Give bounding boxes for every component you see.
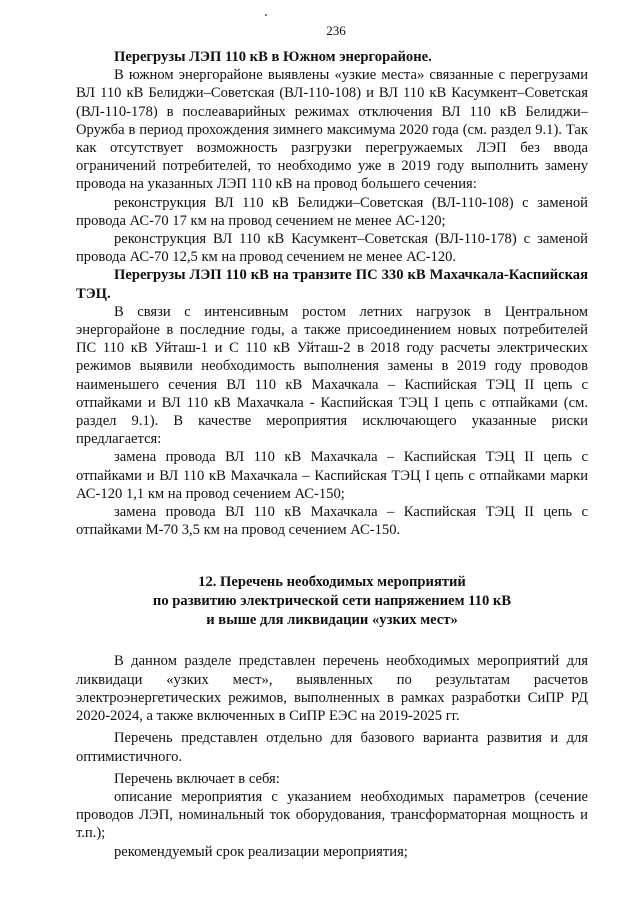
heading-transit-overload: Перегрузы ЛЭП 110 кВ на транзите ПС 330 кВ Махачкала-Каспийская ТЭЦ. [76, 267, 588, 302]
list-item-description: описание мероприятия с указанием необходимых параметров (сечение проводов ЛЭП, номинальный ток оборудования, трансформаторная мощность и т.п.); [76, 788, 588, 842]
paragraph-list-intro: Перечень включает в себя: [114, 770, 280, 787]
heading-south-overload: Перегрузы ЛЭП 110 кВ в Южном энергорайоне. [114, 49, 432, 65]
paragraph-variants: Перечень представлен отдельно для базового варианта развития и для оптимистичного. [76, 730, 588, 765]
list-item-deadline: рекомендуемый срок реализации мероприятия; [114, 843, 408, 860]
paragraph-section-intro: В данном разделе представлен перечень необходимых мероприятий для ликвидаци «узких мест», выявленных по результатам расчетов электроэнергетических режимов, выполненных в рамках разработки СиПР РД 2020-2024, а также включенных в СиПР ЕЭС на 2019-2025 гг. [76, 653, 588, 725]
paragraph-south-overload: В южном энергорайоне выявлены «узкие места» связанные с перегрузами ВЛ 110 кВ Белиджи–Советская (ВЛ-110-108) и ВЛ 110 кВ Касумкент–Советская (ВЛ-110-178) в послеаварийных режимах отключения ВЛ 110 кВ Белиджи–Оружба в период прохождения зимнего максимума 2020 года (см. раздел 9.1). Так как отсутствует возможность разгрузки перегружаемых ЛЭП без ввода ограничений потребителей, то необходимо уже в 2019 году выполнить замену провода на указанных ЛЭП 110 кВ на провод большего сечения: [76, 67, 588, 193]
list-item-wire-replacement-1: замена провода ВЛ 110 кВ Махачкала – Каспийская ТЭЦ II цепь с отпайками и ВЛ 110 кВ Махачкала – Каспийская ТЭЦ I цепь с отпайками марки АС-120 1,1 км на провод сечением АС-150; [76, 449, 588, 502]
section-12-title [76, 573, 588, 630]
scan-speck [265, 14, 267, 16]
list-item-wire-replacement-2: замена провода ВЛ 110 кВ Махачкала – Каспийская ТЭЦ II цепь с отпайками М-70 3,5 км на провод сечением АС-150. [76, 504, 588, 539]
section-12-title-line-1: 12. Перечень необходимых мероприятий [198, 574, 466, 591]
paragraph-transit-overload: В связи с интенсивным ростом летних нагрузок в Центральном энергорайоне в последние годы, а также присоединением новых потребителей ПС 110 кВ Уйташ-1 и С 110 кВ Уйташ-2 в 2018 году расчеты электрических режимов выявили необходимость выполнения замены в 2019 году проводов наименьшего сечения ВЛ 110 кВ Махачкала – Каспийская ТЭЦ II цепь с отпайками и ВЛ 110 кВ Махачкала - Каспийская ТЭЦ I цепь с отпайками (см. раздел 9.1). В качестве мероприятия исключающего указанные риски предлагается: [76, 303, 588, 448]
page-number: 236 [326, 23, 346, 38]
list-item-reconstruction-108: реконструкция ВЛ 110 кВ Белиджи–Советская (ВЛ-110-108) с заменой провода АС-70 17 км на провод сечением не менее АС-120; [76, 194, 588, 229]
list-item-reconstruction-178: реконструкция ВЛ 110 кВ Касумкент–Советская (ВЛ-110-178) с заменой провода АС-70 12,5 км на провод сечением не менее АС-120. [76, 231, 588, 266]
document-page [76, 22, 588, 861]
section-12-title-line-3: и выше для ликвидации «узких мест» [206, 612, 458, 629]
section-12-title-line-2: по развитию электрической сети напряжением 110 кВ [152, 593, 512, 610]
